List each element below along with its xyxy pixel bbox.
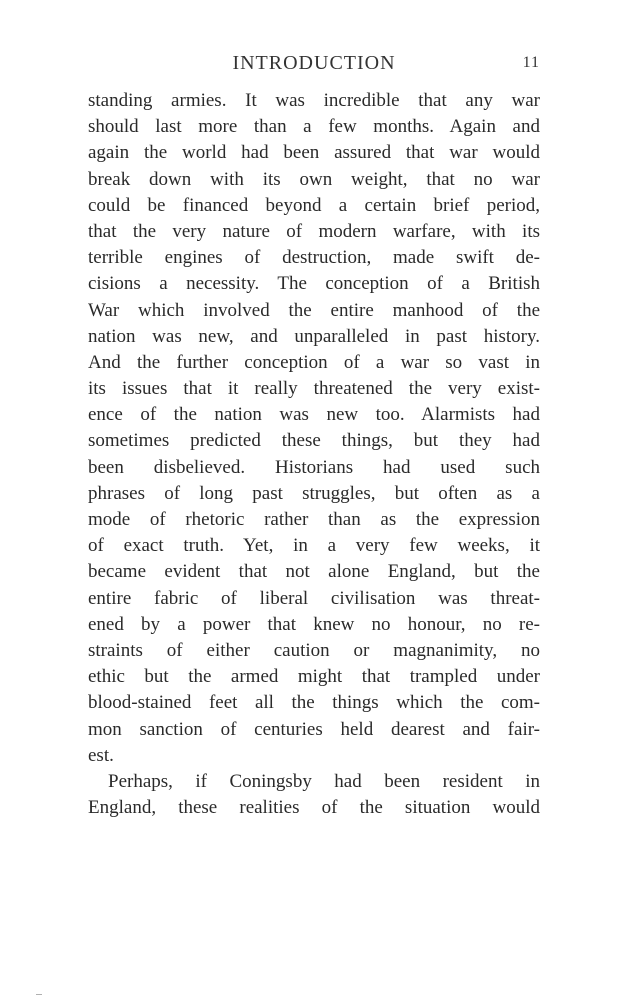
text-line: cisions a necessity. The conception of a British bbox=[88, 273, 540, 295]
paragraph-1 bbox=[88, 88, 540, 769]
body-text bbox=[88, 88, 540, 821]
text-line: standing armies. It was incredible that any war bbox=[88, 90, 540, 111]
text-line: became evident that not alone England, but the bbox=[88, 561, 540, 583]
text-line: of exact truth. Yet, in a very few weeks, it bbox=[88, 535, 540, 557]
text-line: est. bbox=[88, 744, 114, 766]
text-line: terrible engines of destruction, made swift de- bbox=[88, 247, 540, 269]
text-line: ened by a power that knew no honour, no re- bbox=[88, 613, 540, 635]
text-line: straints of either caution or magnanimity, no bbox=[88, 639, 540, 661]
text-line: phrases of long past struggles, but often as a bbox=[88, 482, 540, 504]
text-line: break down with its own weight, that no war bbox=[88, 168, 540, 190]
text-line: Perhaps, if Coningsby had been resident in bbox=[108, 770, 540, 792]
text-line: ethic but the armed might that trampled under bbox=[88, 666, 540, 688]
text-line: nation was new, and unparalleled in past history. bbox=[88, 325, 540, 347]
text-line: that the very nature of modern warfare, with its bbox=[88, 220, 540, 242]
text-line: And the further conception of a war so vast in bbox=[88, 351, 540, 373]
text-line: War which involved the entire manhood of the bbox=[88, 299, 540, 321]
text-line: ence of the nation was new too. Alarmists had bbox=[88, 404, 540, 426]
running-title: INTRODUCTION bbox=[232, 52, 396, 74]
page-number: 11 bbox=[522, 54, 540, 71]
text-line: its issues that it really threatened the very exist- bbox=[88, 378, 540, 400]
text-line: again the world had been assured that war would bbox=[88, 142, 540, 164]
text-line: blood-stained feet all the things which the com- bbox=[88, 692, 540, 714]
text-line: mode of rhetoric rather than as the expression bbox=[88, 509, 540, 530]
running-head bbox=[88, 52, 540, 80]
text-line: entire fabric of liberal civilisation was threat- bbox=[88, 587, 540, 609]
paragraph-2 bbox=[88, 769, 540, 821]
text-line: sometimes predicted these things, but they had bbox=[88, 430, 540, 452]
text-line: should last more than a few months. Again and bbox=[88, 116, 540, 138]
text-line: mon sanction of centuries held dearest and fair- bbox=[88, 718, 540, 740]
text-line: could be financed beyond a certain brief period, bbox=[88, 194, 540, 216]
text-line: been disbelieved. Historians had used such bbox=[88, 456, 540, 478]
text-line: England, these realities of the situation would bbox=[88, 797, 540, 819]
margin-speck bbox=[36, 994, 42, 995]
